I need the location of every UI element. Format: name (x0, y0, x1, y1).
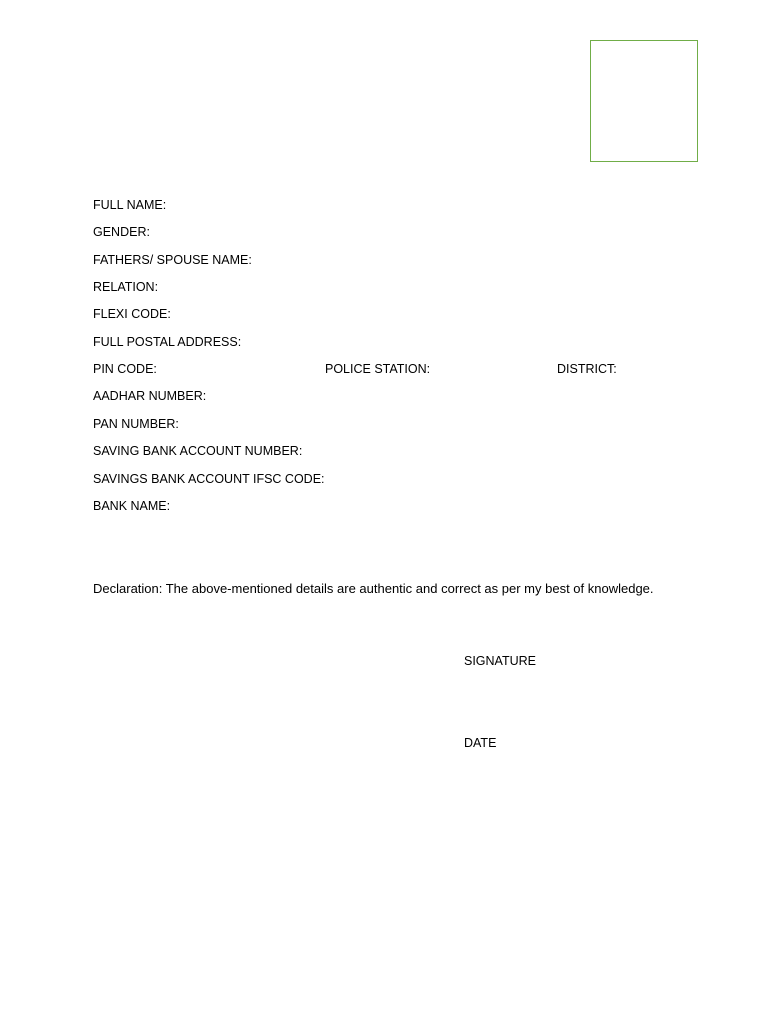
pin-code-label: PIN CODE: (93, 362, 157, 376)
ifsc-code-label: SAVINGS BANK ACCOUNT IFSC CODE: (93, 472, 325, 486)
district-label: DISTRICT: (557, 362, 617, 376)
gender-label: GENDER: (93, 225, 150, 239)
full-name-label: FULL NAME: (93, 198, 167, 212)
relation-label: RELATION: (93, 280, 159, 294)
pan-number-label: PAN NUMBER: (93, 417, 179, 431)
fathers-spouse-name-label: FATHERS/ SPOUSE NAME: (93, 253, 252, 267)
saving-bank-account-number-label: SAVING BANK ACCOUNT NUMBER: (93, 444, 303, 458)
declaration-text: Declaration: The above-mentioned details are authentic and correct as per my best of knowledge. (93, 581, 654, 596)
flexi-code-label: FLEXI CODE: (93, 307, 171, 321)
full-postal-address-label: FULL POSTAL ADDRESS: (93, 335, 242, 349)
date-label: DATE (464, 736, 497, 750)
police-station-label: POLICE STATION: (325, 362, 431, 376)
bank-name-label: BANK NAME: (93, 499, 171, 513)
photo-box (590, 40, 698, 162)
aadhar-number-label: AADHAR NUMBER: (93, 389, 207, 403)
signature-label: SIGNATURE (464, 654, 536, 668)
